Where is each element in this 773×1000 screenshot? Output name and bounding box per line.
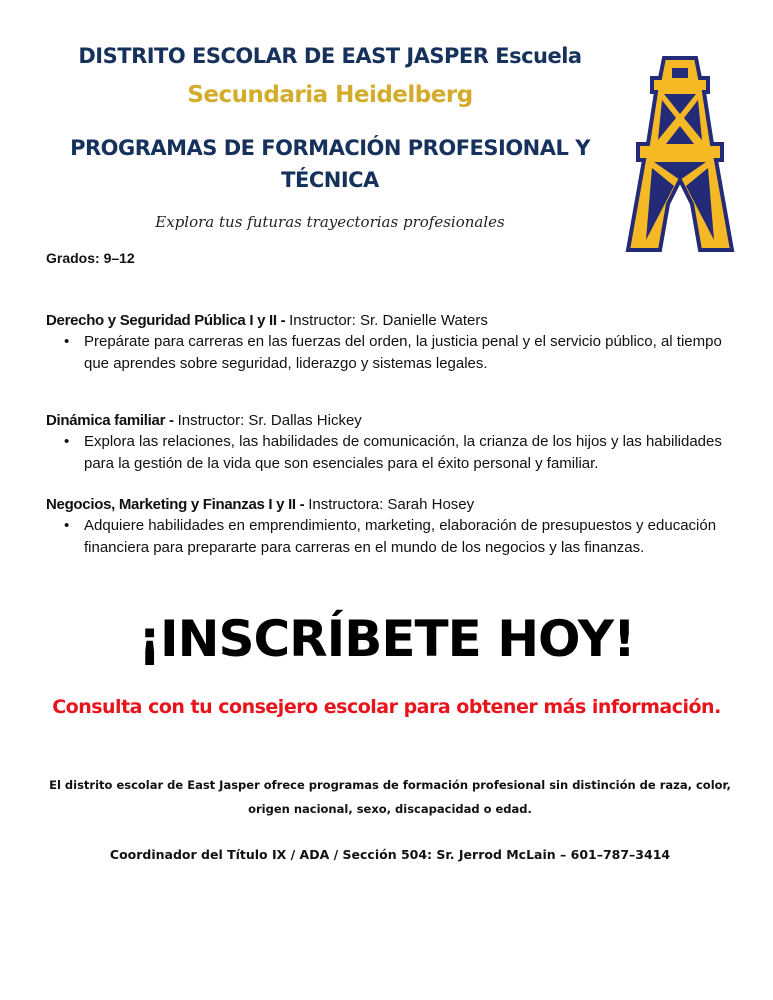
tagline: Explora tus futuras trayectorias profesionales (155, 213, 505, 231)
school-name: Secundaria Heidelberg (187, 82, 473, 108)
course-description-list (46, 331, 736, 375)
district-name: DISTRITO ESCOLAR DE EAST JASPER Escuela (78, 44, 582, 68)
grades-label: Grados: 9–12 (46, 250, 135, 266)
course-description: • Prepárate para carreras en las fuerzas del orden, la justicia penal y el servicio público, al tiempo que aprendes sobre seguridad, liderazgo y sistemas legales. (84, 331, 736, 375)
course-business-marketing-finance (46, 496, 736, 559)
course-title: Dinámica familiar - (46, 412, 178, 429)
course-instructor: Instructor: Sr. Danielle Waters (289, 312, 488, 329)
course-title: Derecho y Seguridad Pública I y II - (46, 312, 290, 329)
enroll-today-headline: ¡INSCRÍBETE HOY! (138, 610, 635, 668)
course-instructor: Instructor: Sr. Dallas Hickey (177, 412, 362, 429)
course-instructor: Instructora: Sarah Hosey (308, 496, 475, 513)
consult-counselor-text: Consulta con tu consejero escolar para obtener más información. (52, 696, 721, 718)
course-description: • Adquiere habilidades en emprendimiento, marketing, elaboración de presupuestos y educación financiera para prepararte para carreras en el mundo de los negocios y las finanzas. (84, 515, 736, 559)
oil-derrick-logo-icon (620, 52, 740, 262)
title-ix-coordinator: Coordinador del Título IX / ADA / Sección 504: Sr. Jerrod McLain – 601–787–3414 (109, 847, 671, 862)
course-title: Negocios, Marketing y Finanzas I y II - (46, 496, 309, 513)
course-description-list (46, 515, 736, 559)
program-title-line2: TÉCNICA (281, 168, 379, 192)
nondiscrimination-notice: El distrito escolar de East Jasper ofrece programas de formación profesional sin distinción de raza, color, origen nacional, sexo, discapacidad o edad. (49, 778, 731, 816)
course-description-list (46, 431, 736, 475)
course-law-public-safety (46, 312, 736, 375)
course-family-dynamics (46, 412, 736, 475)
course-description: • Explora las relaciones, las habilidades de comunicación, la crianza de los hijos y las habilidades para la gestión de la vida que son esenciales para el éxito personal y familiar. (84, 431, 736, 475)
program-title-line1: PROGRAMAS DE FORMACIÓN PROFESIONAL Y (70, 136, 590, 160)
program-title (60, 132, 600, 196)
